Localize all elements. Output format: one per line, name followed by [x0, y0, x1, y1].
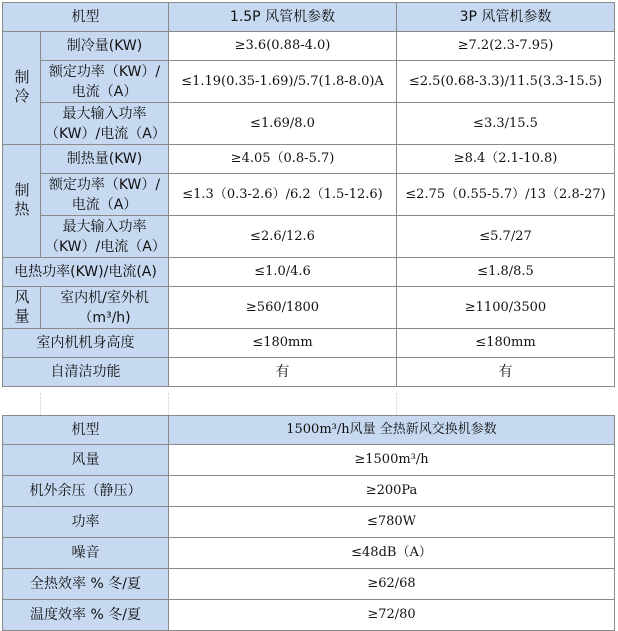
table-row	[3, 358, 615, 387]
row-label: 自清洁功能	[3, 358, 169, 387]
value-1-5p: ≥3.6(0.88-4.0)	[169, 32, 397, 61]
value-3p: ≥1100/3500	[397, 287, 615, 329]
table-row	[3, 145, 615, 174]
value-3p: ≥7.2(2.3-7.95)	[397, 32, 615, 61]
row-label: 噪音	[3, 538, 169, 569]
header-3p: 3P 风管机参数	[397, 3, 615, 32]
value-1-5p: ≥560/1800	[169, 287, 397, 329]
row-label: 额定功率（KW）/电流（A）	[41, 61, 169, 103]
row-value: ≥72/80	[169, 600, 615, 631]
value-1-5p: ≤180mm	[169, 329, 397, 358]
group-airflow: 风量	[3, 287, 41, 329]
table-row	[3, 538, 615, 569]
group-heating: 制热	[3, 145, 41, 258]
table-row	[3, 61, 615, 103]
table-row	[3, 507, 615, 538]
row-label: 机外余压（静压）	[3, 476, 169, 507]
value-3p: ≤3.3/15.5	[397, 103, 615, 145]
value-3p: ≤180mm	[397, 329, 615, 358]
value-3p: ≤2.5(0.68-3.3)/11.5(3.3-15.5)	[397, 61, 615, 103]
value-1-5p: ≥4.05（0.8-5.7)	[169, 145, 397, 174]
value-3p: ≤2.75（0.55-5.7）/13（2.8-27)	[397, 174, 615, 216]
table-row	[3, 258, 615, 287]
row-label: 最大输入功率（KW）/电流（A）	[41, 216, 169, 258]
header-1-5p: 1.5P 风管机参数	[169, 3, 397, 32]
value-1-5p: ≤1.0/4.6	[169, 258, 397, 287]
row-value: ≥1500m³/h	[169, 445, 615, 476]
table-row	[3, 476, 615, 507]
row-value: ≤780W	[169, 507, 615, 538]
row-label: 室内机机身高度	[3, 329, 169, 358]
value-1-5p: ≤1.69/8.0	[169, 103, 397, 145]
split-ac-spec-table	[2, 2, 615, 387]
table-row	[3, 445, 615, 476]
table-row	[3, 600, 615, 631]
table-row	[3, 103, 615, 145]
table-gap	[2, 393, 614, 415]
row-label: 额定功率（KW）/电流（A）	[41, 174, 169, 216]
table-row	[3, 329, 615, 358]
row-label: 制冷量(KW)	[41, 32, 169, 61]
value-3p: ≥8.4（2.1-10.8)	[397, 145, 615, 174]
header-exchanger: 1500m³/h风量 全热新风交换机参数	[169, 416, 615, 445]
row-label: 温度效率 % 冬/夏	[3, 600, 169, 631]
table1-header-row	[3, 3, 615, 32]
value-1-5p: ≤2.6/12.6	[169, 216, 397, 258]
table-row	[3, 174, 615, 216]
table-row	[3, 32, 615, 61]
fresh-air-exchanger-spec-table	[2, 415, 615, 631]
table-row	[3, 569, 615, 600]
header-model: 机型	[3, 3, 169, 32]
row-label: 电热功率(KW)/电流(A)	[3, 258, 169, 287]
row-label: 功率	[3, 507, 169, 538]
row-label: 室内机/室外机（m³/h)	[41, 287, 169, 329]
row-value: ≥62/68	[169, 569, 615, 600]
row-label: 风量	[3, 445, 169, 476]
value-1-5p: ≤1.19(0.35-1.69)/5.7(1.8-8.0)A	[169, 61, 397, 103]
value-3p: ≤5.7/27	[397, 216, 615, 258]
row-label: 制热量(KW)	[41, 145, 169, 174]
row-label: 全热效率 % 冬/夏	[3, 569, 169, 600]
table2-header-row	[3, 416, 615, 445]
header-model: 机型	[3, 416, 169, 445]
row-value: ≥200Pa	[169, 476, 615, 507]
group-cooling: 制冷	[3, 32, 41, 145]
row-label: 最大输入功率（KW）/电流（A）	[41, 103, 169, 145]
table-row	[3, 216, 615, 258]
value-1-5p: 有	[169, 358, 397, 387]
value-3p: 有	[397, 358, 615, 387]
value-3p: ≤1.8/8.5	[397, 258, 615, 287]
table-row	[3, 287, 615, 329]
row-value: ≤48dB（A）	[169, 538, 615, 569]
value-1-5p: ≤1.3（0.3-2.6）/6.2（1.5-12.6)	[169, 174, 397, 216]
